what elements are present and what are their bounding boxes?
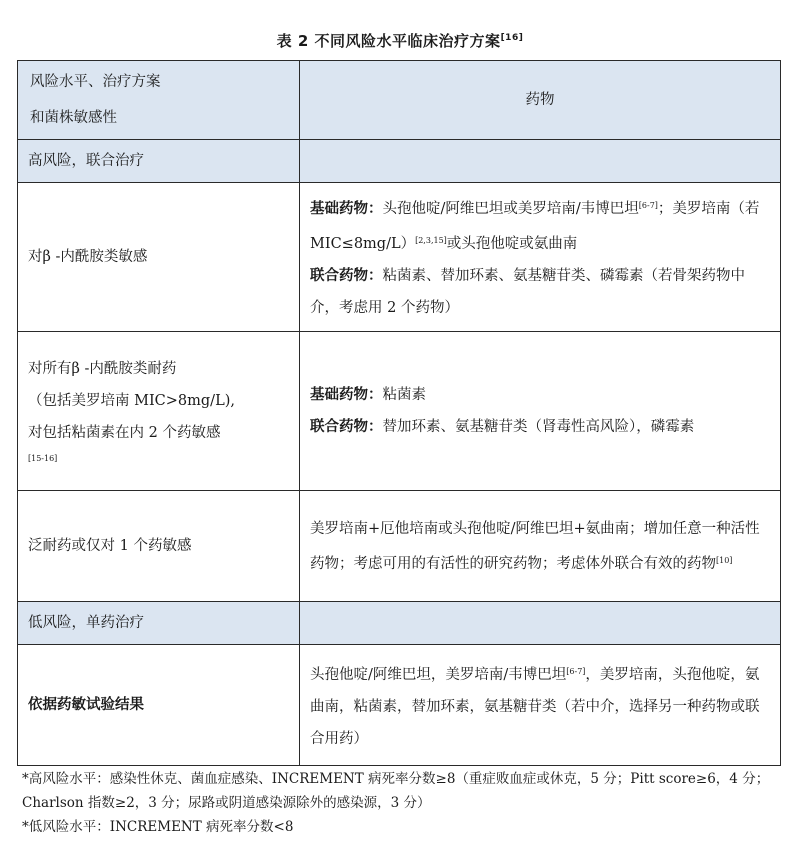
row1-base xyxy=(310,190,770,260)
header-row xyxy=(18,61,781,140)
footnotes xyxy=(22,767,782,839)
footnote-line1: *高风险水平：感染性休克、菌血症感染、INCREMENT 病死率分数≥8（重症败血症或休克，5 分；Pitt score≥6，4 分； xyxy=(22,771,770,787)
footnote-line2: Charlson 指数≥2，3 分；尿路或阴道感染源除外的感染源，3 分） xyxy=(22,795,431,811)
row3-drugs xyxy=(300,491,781,602)
row2-label-line2: （包括美罗培南 MIC>8mg/L), xyxy=(28,393,235,409)
table-row xyxy=(18,645,781,766)
row2-combo-text: 替加环素、氨基糖苷类（肾毒性高风险），磷霉素 xyxy=(382,419,695,435)
row2-base-label: 基础药物： xyxy=(310,386,383,403)
row1-drugs xyxy=(300,183,781,332)
row1-combo-label: 联合药物： xyxy=(310,267,383,284)
row1-label: 对β -内酰胺类敏感 xyxy=(18,183,300,332)
caption-text: 表 2 不同风险水平临床治疗方案 xyxy=(276,32,501,50)
group-high-label: 高风险，联合治疗 xyxy=(18,140,300,183)
row4-ref: [6-7] xyxy=(566,666,586,676)
row3-label: 泛耐药或仅对 1 个药敏感 xyxy=(18,491,300,602)
header-col1-line2: 和菌株敏感性 xyxy=(30,110,117,126)
row3-ref: [10] xyxy=(716,555,733,565)
row4-label: 依据药敏试验结果 xyxy=(18,645,300,766)
row2-combo xyxy=(310,411,770,443)
caption-ref: [16] xyxy=(500,33,524,43)
table-row xyxy=(18,332,781,491)
row1-combo xyxy=(310,260,770,324)
table-caption xyxy=(0,30,800,51)
table-row xyxy=(18,183,781,332)
row1-base-b: ；美罗培南（若 MIC≤8mg/L） xyxy=(310,201,760,252)
group-low-label: 低风险，单药治疗 xyxy=(18,602,300,645)
row2-base-text: 粘菌素 xyxy=(382,387,426,403)
row3-text: 美罗培南+厄他培南或头孢他啶/阿维巴坦+氨曲南；增加任意一种活性药物；考虑可用的有活性的研究药物；考虑体外联合有效的药物 xyxy=(310,520,760,572)
row2-combo-label: 联合药物： xyxy=(310,418,383,435)
row4-text-b: ，美罗培南，头孢他啶，氨曲南，粘菌素，替加环素，氨基糖苷类（若中介，选择另一种药物或联合用药） xyxy=(310,666,760,747)
row2-label-line3: 对包括粘菌素在内 2 个药敏感 xyxy=(28,425,221,441)
row2-label-ref: [15-16] xyxy=(28,454,58,463)
group-high-empty xyxy=(300,140,781,183)
row2-base xyxy=(310,379,770,411)
row2-label xyxy=(18,332,300,491)
row1-base-ref1: [6-7] xyxy=(638,201,658,210)
row2-drugs xyxy=(300,332,781,491)
row1-base-a: 头孢他啶/阿维巴坦或美罗培南/韦博巴坦 xyxy=(382,201,639,217)
row1-base-ref2: [2,3,15] xyxy=(415,236,447,245)
row1-base-c: 或头孢他啶或氨曲南 xyxy=(446,236,578,252)
group-row-high xyxy=(18,140,781,183)
footnote-line3: *低风险水平：INCREMENT 病死率分数<8 xyxy=(22,819,294,835)
group-low-empty xyxy=(300,602,781,645)
row4-drugs xyxy=(300,645,781,766)
header-col2: 药物 xyxy=(300,61,781,140)
row2-label-line1: 对所有β -内酰胺类耐药 xyxy=(28,361,177,377)
table-row xyxy=(18,491,781,602)
treatment-table xyxy=(17,60,781,766)
row4-text-a: 头孢他啶/阿维巴坦，美罗培南/韦博巴坦 xyxy=(310,666,567,683)
group-row-low xyxy=(18,602,781,645)
header-col1-line1: 风险水平、治疗方案 xyxy=(30,74,161,90)
row1-base-label: 基础药物： xyxy=(310,200,383,217)
header-col1 xyxy=(18,61,300,140)
row1-combo-text: 粘菌素、替加环素、氨基糖苷类、磷霉素（若骨架药物中介，考虑用 2 个药物） xyxy=(310,268,745,316)
